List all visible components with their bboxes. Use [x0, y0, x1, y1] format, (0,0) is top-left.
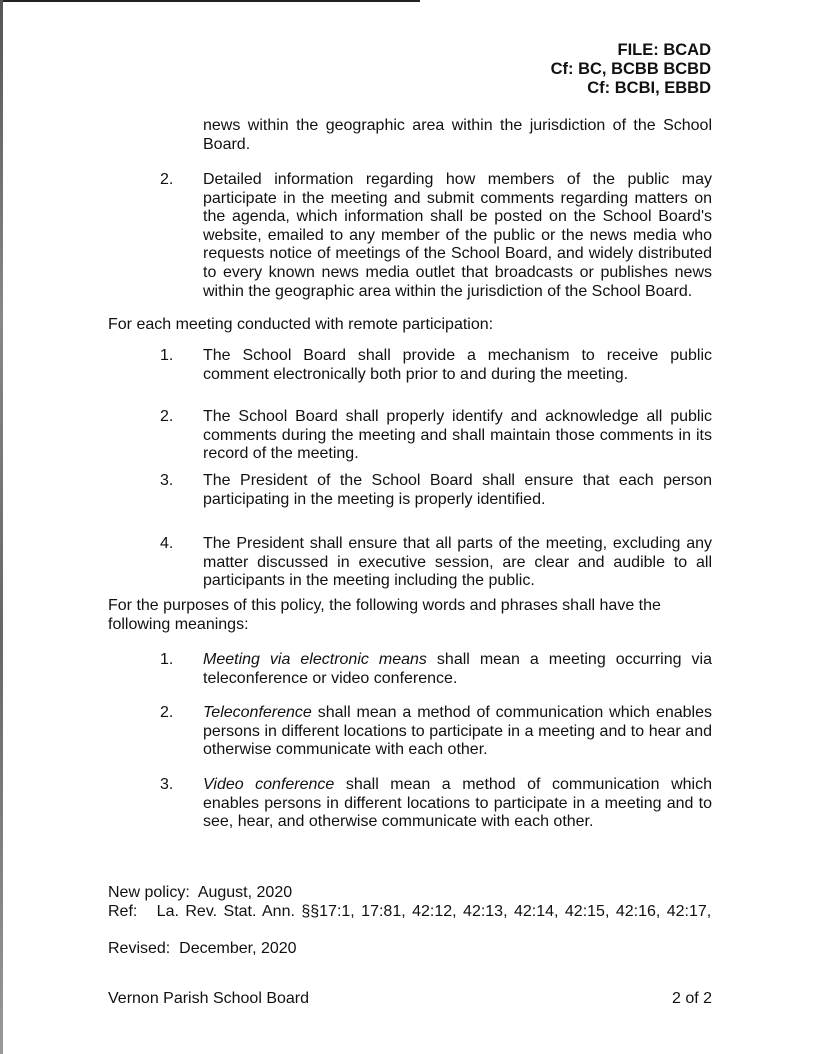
- definition-item: 1. Meeting via electronic means shall mean a meeting occurring via teleconference or video conference.: [160, 651, 712, 687]
- file-header: [551, 41, 711, 98]
- scan-edge-top: [0, 0, 420, 2]
- definition-term: Teleconference: [203, 704, 312, 721]
- definition-term: Video conference: [203, 776, 335, 793]
- page-footer: [108, 990, 712, 1009]
- notice-item: 2. Detailed information regarding how members of the public may participate in the meeting and submit comments regarding matters on the agenda, which information shall be posted on the School Board's website, emailed to any member of the public or the news media who requests notice of meetings of the School Board, and widely distributed to every known news media outlet that broadcasts or publishes news within the geographic area within the jurisdiction of the School Board.: [160, 171, 712, 300]
- remote-item: 3. The President of the School Board shall ensure that each person participating in the meeting is properly identified.: [160, 472, 712, 508]
- organization-name: Vernon Parish School Board: [108, 990, 310, 1007]
- revised-date: Revised: December, 2020: [108, 939, 297, 957]
- definition-item: 2. Teleconference shall mean a method of communication which enables persons in different locations to participate in a meeting and to hear and otherwise communicate with each other.: [160, 704, 712, 759]
- continuation-text: news within the geographic area within the jurisdiction of the School Board.: [203, 117, 712, 153]
- remote-item: 4. The President shall ensure that all parts of the meeting, excluding any matter discussed in executive session, are clear and audible to all participants in the meeting including the public.: [160, 535, 712, 590]
- cross-reference-2: Cf: BCBI, EBBD: [587, 79, 711, 97]
- cross-reference-1: Cf: BC, BCBB BCBD: [550, 60, 711, 78]
- definitions-intro: For the purposes of this policy, the following words and phrases shall have the following meanings:: [108, 597, 661, 633]
- remote-item: 1. The School Board shall provide a mechanism to receive public comment electronically both prior to and during the meeting.: [160, 347, 712, 383]
- file-code: FILE: BCAD: [617, 41, 711, 59]
- definition-term: Meeting via electronic means: [203, 651, 427, 668]
- new-policy-date: New policy: August, 2020: [108, 884, 293, 902]
- remote-intro: For each meeting conducted with remote participation:: [108, 316, 494, 333]
- references: Ref: La. Rev. Stat. Ann. §§17:1, 17:81, 42:12, 42:13, 42:14, 42:15, 42:16, 42:17,: [108, 903, 712, 920]
- definition-item: 3. Video conference shall mean a method of communication which enables persons in different locations to participate in a meeting and to see, hear, and otherwise communicate with each other.: [160, 776, 712, 831]
- remote-item: 2. The School Board shall properly identify and acknowledge all public comments during the meeting and shall maintain those comments in its record of the meeting.: [160, 408, 712, 463]
- page-number: 2 of 2: [671, 990, 712, 1007]
- scan-edge-left: [0, 0, 3, 1054]
